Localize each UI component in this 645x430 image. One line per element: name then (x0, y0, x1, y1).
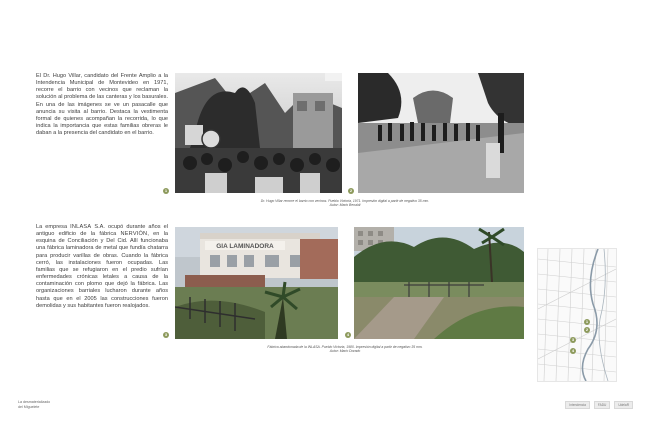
logo-fadu: FADU (594, 401, 611, 409)
footer-title-line-2: del Miguelete (18, 404, 40, 409)
map-marker-2: 2 (585, 327, 589, 332)
caption-section-2 (200, 345, 490, 354)
footer-logos (565, 401, 633, 409)
map-marker-3: 3 (571, 337, 575, 342)
logo-udelar: UdelaR (614, 401, 633, 409)
para2-brand-nervion: NERVIÓN (120, 231, 148, 238)
caption-section-1-author: Autor: Mario Benaldi (329, 203, 361, 208)
para2-brand-inlasa: INLASA (70, 224, 92, 230)
intro-paragraph-inlasa (36, 224, 168, 310)
photo-marker-2: 2 (349, 188, 353, 193)
photo-villar-crowd (175, 73, 342, 193)
intro-paragraph-villar: El Dr. Hugo Villar, candidato del Frente Amplio a la Intendencia Municipal de Montevideo en 1971, recorre el barrio con vecinos que reclaman la solución al problema de las canteras y los basurales. En una de las imágenes se ve un pasacalle que anuncia su visita al barrio. Destaca la vestimenta formal de quienes acompañan la recorrida, lo que indica la importancia que estas familias obreras le daban a la presencia del candidato en el barrio. (36, 73, 168, 137)
photo-abandoned-factory (175, 227, 338, 339)
photo-marker-1: 1 (164, 188, 168, 193)
para2-post: , en la esquina de Conciliación y Del Cid. Allí funcionaba una fábrica laminadora de metal que fundía chatarra para producir varillas de obras. Cuando la fábrica cerró, las instalaciones fueron ocupadas. Las familias que se refugiaron en el predio sufrían enfermedades crónicas letales a causa de la contaminación con plomo que dejó la fábrica. Las organizaciones barriales lucharon durante años hasta que en el 2005 las construcciones fueron demolidas y sus habitantes fueron realojados. (36, 231, 168, 309)
photo-villar-street-walk (358, 73, 524, 193)
caption-section-1 (200, 199, 490, 208)
caption-section-1-text: Dr. Hugo Villar recorre el barrio con vecinos. Pueblo Victoria, 1971. Impresión digital a partir de negativo 35 mm. (260, 199, 430, 203)
photo-marker-4: 4 (346, 332, 350, 337)
photo-overgrown-site (354, 227, 524, 339)
map-marker-1: 1 (585, 319, 589, 324)
location-map (537, 248, 617, 382)
factory-sign-text: GIA LAMINADORA (216, 243, 274, 250)
para2-pre: La empresa (36, 224, 68, 230)
map-marker-4: 4 (571, 348, 575, 353)
caption-section-2-author: Autor: Mario Dorado (329, 349, 361, 354)
para2-mid: S.A. ocupó durante años el antiguo edificio de la fábrica (36, 224, 168, 238)
footer-title-line-1: La desmaterializado (18, 400, 51, 404)
footer-project-title (18, 400, 50, 409)
logo-intendencia: Intendencia (565, 401, 589, 409)
caption-section-2-text: Fábrica abandonada de la INLASA. Pueblo Victoria, 1980. Impresión digital a partir de negativo 35 mm. (267, 345, 423, 349)
photo-marker-3: 3 (164, 332, 168, 337)
